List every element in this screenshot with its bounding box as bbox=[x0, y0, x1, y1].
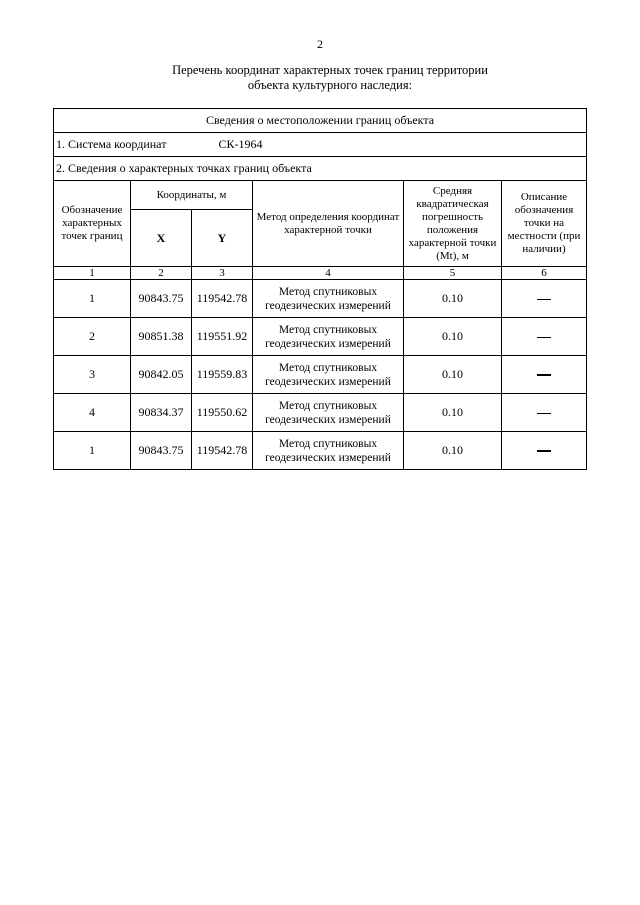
description bbox=[502, 356, 587, 394]
table-row bbox=[54, 394, 587, 432]
column-number: 5 bbox=[404, 267, 502, 280]
title-line-2: объекта культурного наследия: bbox=[247, 78, 413, 92]
description bbox=[502, 394, 587, 432]
error-mt: 0.10 bbox=[404, 432, 502, 470]
coord-y: 119550.62 bbox=[192, 394, 253, 432]
coord-system-value: СК-1964 bbox=[218, 137, 263, 151]
column-number: 6 bbox=[502, 267, 587, 280]
header-description: Описание обозначения точки на местности (при наличии) bbox=[502, 181, 587, 267]
method: Метод спутниковых геодезических измерений bbox=[253, 280, 404, 318]
error-mt: 0.10 bbox=[404, 318, 502, 356]
header-designation: Обозначение характерных точек границ bbox=[54, 181, 131, 267]
coord-system-label: 1. Система координат bbox=[56, 137, 167, 151]
point-id: 1 bbox=[54, 432, 131, 470]
method: Метод спутниковых геодезических измерений bbox=[253, 318, 404, 356]
method: Метод спутниковых геодезических измерений bbox=[253, 432, 404, 470]
header-y: Y bbox=[192, 210, 253, 267]
document-title bbox=[0, 63, 640, 93]
title-line-1: Перечень координат характерных точек границ территории bbox=[172, 63, 488, 77]
coord-y: 119542.78 bbox=[192, 280, 253, 318]
coord-y: 119542.78 bbox=[192, 432, 253, 470]
coord-x: 90842.05 bbox=[131, 356, 192, 394]
header-method: Метод определения координат характерной точки bbox=[253, 181, 404, 267]
coord-x: 90843.75 bbox=[131, 432, 192, 470]
error-mt: 0.10 bbox=[404, 394, 502, 432]
column-number: 3 bbox=[192, 267, 253, 280]
point-id: 1 bbox=[54, 280, 131, 318]
boundary-coordinates-table bbox=[53, 108, 587, 470]
dash-mark bbox=[537, 374, 551, 376]
table-row bbox=[54, 356, 587, 394]
method: Метод спутниковых геодезических измерений bbox=[253, 394, 404, 432]
description bbox=[502, 318, 587, 356]
dash-mark bbox=[537, 413, 551, 414]
header-error: Средняя квадратическая погрешность положения характерной точки (Mt), м bbox=[404, 181, 502, 267]
description bbox=[502, 432, 587, 470]
coord-y: 119551.92 bbox=[192, 318, 253, 356]
column-number: 1 bbox=[54, 267, 131, 280]
coord-x: 90851.38 bbox=[131, 318, 192, 356]
point-id: 3 bbox=[54, 356, 131, 394]
section-title: Сведения о местоположении границ объекта bbox=[54, 109, 587, 133]
points-section-label: 2. Сведения о характерных точках границ объекта bbox=[54, 157, 587, 181]
error-mt: 0.10 bbox=[404, 356, 502, 394]
table-row bbox=[54, 318, 587, 356]
column-number: 2 bbox=[131, 267, 192, 280]
dash-mark bbox=[537, 337, 551, 338]
column-number: 4 bbox=[253, 267, 404, 280]
table-row bbox=[54, 280, 587, 318]
method: Метод спутниковых геодезических измерений bbox=[253, 356, 404, 394]
header-coordinates: Координаты, м bbox=[131, 181, 253, 210]
header-x: X bbox=[131, 210, 192, 267]
coord-system-row bbox=[54, 133, 587, 157]
error-mt: 0.10 bbox=[404, 280, 502, 318]
dash-mark bbox=[537, 450, 551, 452]
point-id: 4 bbox=[54, 394, 131, 432]
point-id: 2 bbox=[54, 318, 131, 356]
coord-x: 90834.37 bbox=[131, 394, 192, 432]
page-number: 2 bbox=[317, 37, 323, 51]
dash-mark bbox=[537, 299, 551, 300]
coord-y: 119559.83 bbox=[192, 356, 253, 394]
description bbox=[502, 280, 587, 318]
coord-x: 90843.75 bbox=[131, 280, 192, 318]
table-row bbox=[54, 432, 587, 470]
